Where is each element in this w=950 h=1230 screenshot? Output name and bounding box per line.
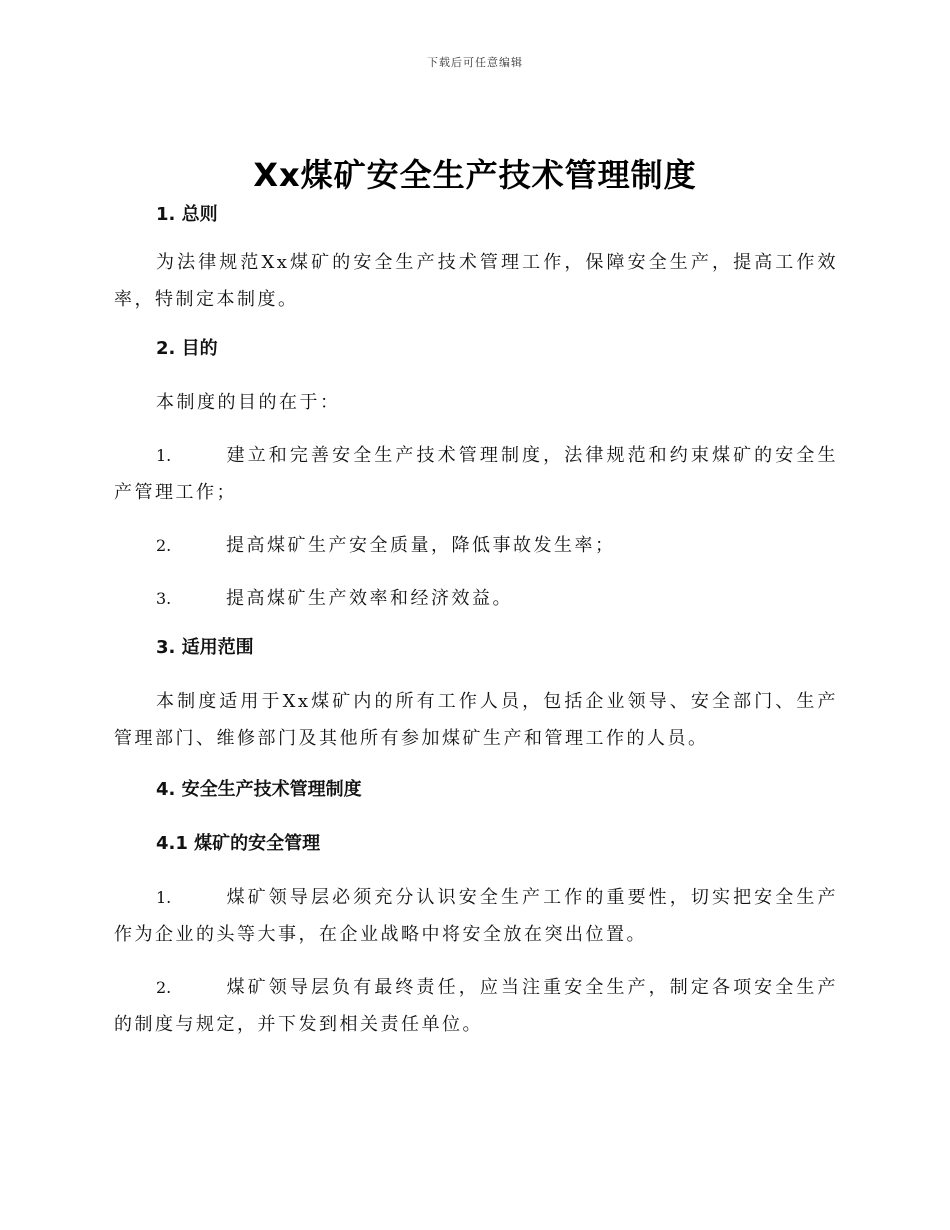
header-note: 下载后可任意编辑 (427, 56, 523, 69)
list-item (114, 580, 838, 617)
list-item (114, 879, 838, 953)
list-item-number: 2. (156, 536, 172, 555)
list-item-number: 1. (156, 446, 172, 465)
list-item-text: 提高煤矿生产安全质量，降低事故发生率； (226, 535, 616, 556)
section-heading-3: 3. 适用范围 (156, 637, 254, 658)
list-item (114, 527, 838, 564)
document-title: Xx煤矿安全生产技术管理制度 (253, 156, 697, 194)
list-item-text: 提高煤矿生产效率和经济效益。 (226, 588, 513, 609)
section-2-intro: 本制度的目的在于： (156, 392, 341, 413)
list-item (114, 437, 838, 511)
section-3-paragraph: 本制度适用于Xx煤矿内的所有工作人员，包括企业领导、安全部门、生产管理部门、维修部门及其他所有参加煤矿生产和管理工作的人员。 (114, 691, 838, 749)
section-heading-2: 2. 目的 (156, 338, 218, 359)
list-item-text: 煤矿领导层必须充分认识安全生产工作的重要性，切实把安全生产作为企业的头等大事，在企业战略中将安全放在突出位置。 (114, 887, 838, 945)
list-item-text: 煤矿领导层负有最终责任，应当注重安全生产，制定各项安全生产的制度与规定，并下发到相关责任单位。 (114, 977, 838, 1035)
document-body (114, 200, 838, 1043)
section-heading-4: 4. 安全生产技术管理制度 (156, 779, 362, 800)
list-item-number: 1. (156, 888, 172, 907)
list-item-number: 2. (156, 978, 172, 997)
list-item-text: 建立和完善安全生产技术管理制度，法律规范和约束煤矿的安全生产管理工作； (114, 445, 838, 503)
list-item-number: 3. (156, 589, 172, 608)
section-1-paragraph: 为法律规范Xx煤矿的安全生产技术管理工作，保障安全生产，提高工作效率，特制定本制度。 (114, 252, 838, 310)
section-heading-1: 1. 总则 (156, 204, 218, 225)
subsection-heading-4-1: 4.1 煤矿的安全管理 (156, 833, 321, 854)
list-item (114, 969, 838, 1043)
